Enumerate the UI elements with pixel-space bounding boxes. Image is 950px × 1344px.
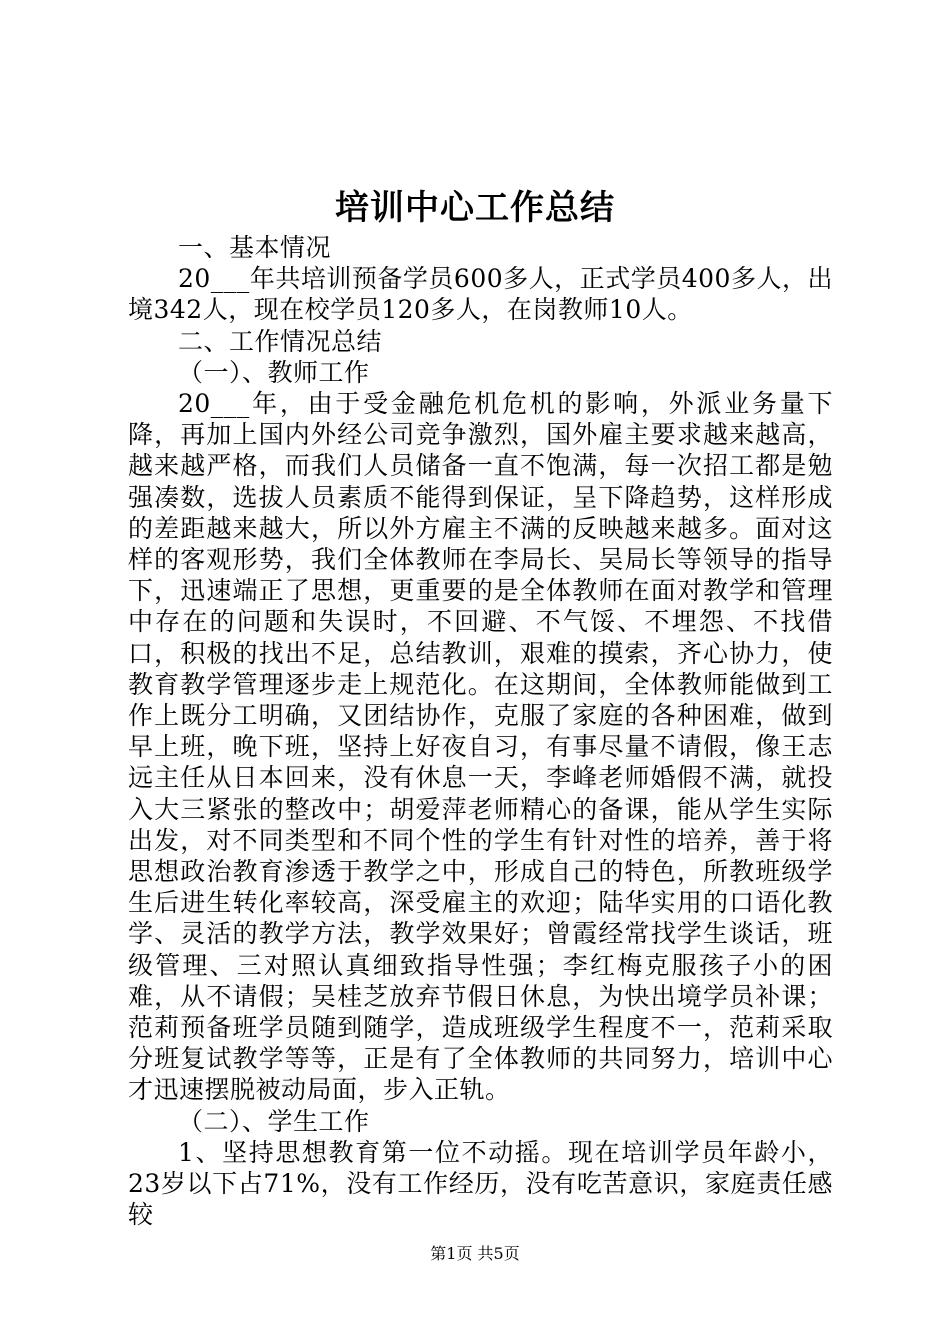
paragraph-basic-stats: 20___年共培训预备学员600多人，正式学员400多人，出境342人，现在校学员120多人，在岗教师10人。 xyxy=(128,264,833,325)
document-title: 培训中心工作总结 xyxy=(335,188,615,228)
document-body xyxy=(128,232,833,1231)
section-heading-work: 二、工作情况总结 xyxy=(178,326,383,356)
section-heading-basic: 一、基本情况 xyxy=(178,233,332,262)
subsection-heading-students: （二）、学生工作 xyxy=(178,1106,370,1136)
paragraph-teachers: 20___年，由于受金融危机危机的影响，外派业务量下降，再加上国内外经公司竞争激烈，国外雇主要求越来越高，越来越严格，而我们人员储备一直不饱满，每一次招工都是勉强凑数，选拔人员素质不能得到保证，呈下降趋势，这样形成的差距越来越大，所以外方雇主不满的反映越来越多。面对这样的客观形势，我们全体教师在李局长、吴局长等领导的指导下，迅速端正了思想，更重要的是全体教师在面对教学和管理中存在的问题和失误时，不回避、不气馁、不埋怨、不找借口，积极的找出不足，总结教训，艰难的摸索，齐心协力，使教育教学管理逐步走上规范化。在这期间，全体教师能做到工作上既分工明确，又团结协作，克服了家庭的各种困难，做到早上班，晚下班，坚持上好夜自习，有事尽量不请假，像王志远主任从日本回来，没有休息一天，李峰老师婚假不满，就投入大三紧张的整改中；胡爱萍老师精心的备课，能从学生实际出发，对不同类型和不同个性的学生有针对性的培养，善于将思想政治教育渗透于教学之中，形成自己的特色，所教班级学生后进生转化率较高，深受雇主的欢迎；陆华实用的口语化教学、灵活的教学方法，教学效果好；曾霞经常找学生谈话，班级管理、三对照认真细致指导性强；李红梅克服孩子小的困难，从不请假；吴桂芝放弃节假日休息，为快出境学员补课；范莉预备班学员随到随学，造成班级学生程度不一，范莉采取分班复试教学等等，正是有了全体教师的共同努力，培训中心才迅速摆脱被动局面，步入正轨。 xyxy=(128,389,833,1105)
subsection-heading-teachers: （一）、教师工作 xyxy=(178,357,370,387)
page-footer: 第1页 共5页 xyxy=(430,1244,520,1263)
paragraph-students: 1、坚持思想教育第一位不动摇。现在培训学员年龄小，23岁以下占71%，没有工作经历，没有吃苦意识，家庭责任感较 xyxy=(128,1137,833,1230)
